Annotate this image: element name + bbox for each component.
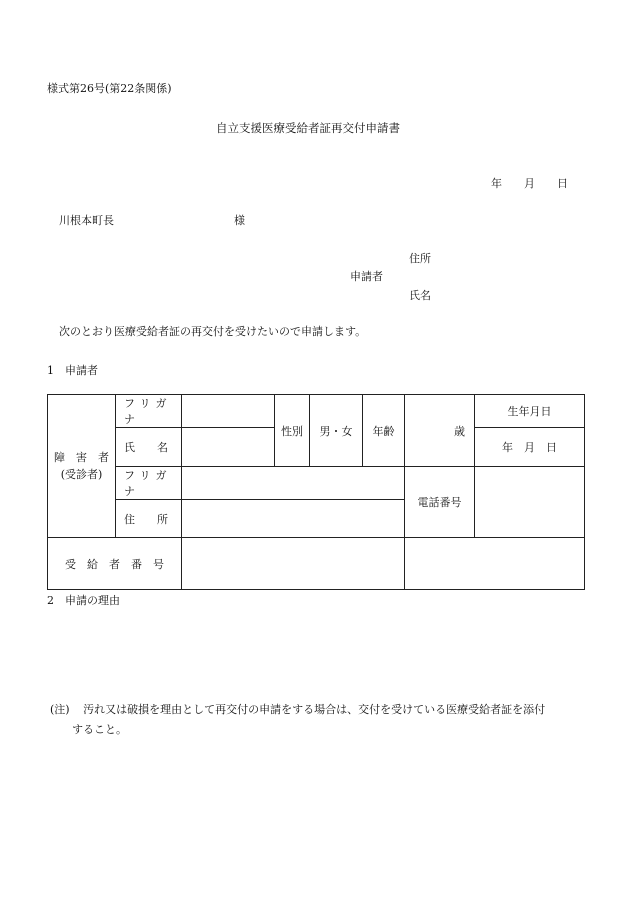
- applicant-label: 申請者: [350, 270, 383, 283]
- applicant-address-label: 住所: [409, 252, 431, 265]
- furigana-field[interactable]: [182, 395, 275, 428]
- note-line-1: 汚れ又は破損を理由として再交付の申請をする場合は、交付を受けている医療受給者証を添付: [83, 703, 546, 716]
- note-prefix: (注): [50, 703, 70, 716]
- birthdate-label: 生年月日: [475, 395, 585, 428]
- birthdate-field[interactable]: 年 月 日: [475, 428, 585, 467]
- phone-field[interactable]: [475, 467, 585, 538]
- age-label: 年齢: [363, 395, 405, 467]
- furigana-field-2[interactable]: [182, 467, 405, 500]
- recipient-name: 川根本町長: [59, 214, 114, 227]
- patient-label: 障 害 者: [54, 451, 109, 464]
- section-applicant-heading: 1 申請者: [47, 364, 98, 377]
- sex-options[interactable]: 男・女: [310, 395, 363, 467]
- age-unit: 歳: [454, 424, 465, 438]
- recipient-number-field[interactable]: [182, 538, 405, 590]
- name-field[interactable]: [182, 428, 275, 467]
- note: [50, 700, 590, 740]
- recipient-honorific: 様: [234, 214, 245, 227]
- intro-text: 次のとおり医療受給者証の再交付を受けたいので申請します。: [59, 325, 367, 338]
- patient-label-cell: [48, 395, 116, 538]
- furigana-label: フリガナ: [116, 395, 182, 428]
- furigana-label-2: フリガナ: [116, 467, 182, 500]
- section-reason-heading: 2 申請の理由: [47, 594, 120, 607]
- recipient-extra-field[interactable]: [405, 538, 585, 590]
- phone-label: 電話番号: [405, 467, 475, 538]
- address-field[interactable]: [182, 500, 405, 538]
- age-field[interactable]: [405, 395, 475, 467]
- recipient-number-label: 受 給 者 番 号: [48, 538, 182, 590]
- form-number: 様式第26号(第22条関係): [47, 82, 172, 95]
- name-label: 氏 名: [116, 428, 182, 467]
- address-label: 住 所: [116, 500, 182, 538]
- page-title: 自立支援医療受給者証再交付申請書: [216, 121, 400, 135]
- sex-label: 性別: [275, 395, 310, 467]
- date-line: 年 月 日: [491, 177, 568, 190]
- note-line-2: すること。: [72, 723, 127, 736]
- patient-sublabel: (受診者): [60, 468, 103, 481]
- applicant-name-label: 氏名: [409, 289, 431, 302]
- application-table: [47, 394, 585, 590]
